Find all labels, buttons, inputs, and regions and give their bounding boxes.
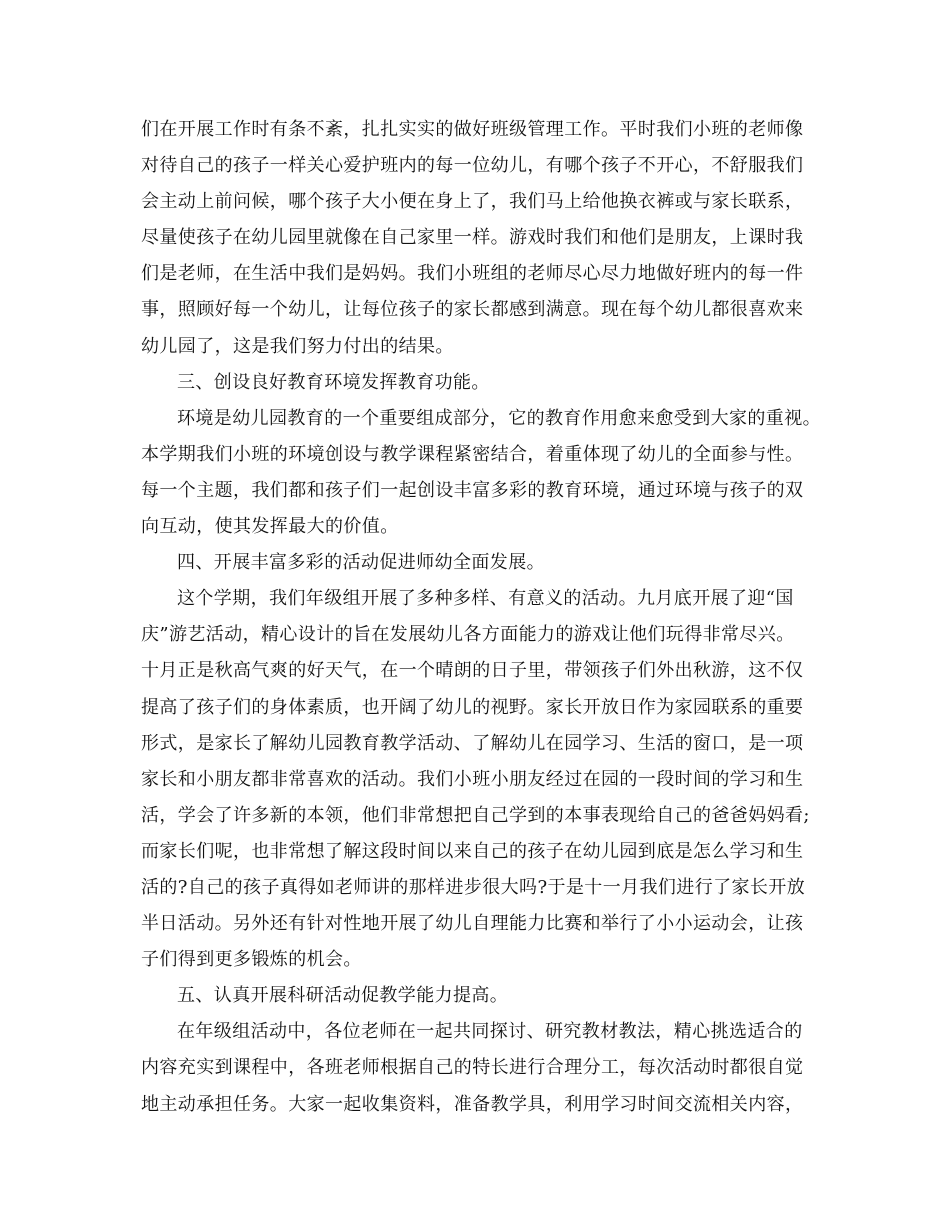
text-line: 们在开展工作时有条不紊，扎扎实实的做好班级管理工作。平时我们小班的老师像 [141, 119, 804, 140]
text-line: 在年级组活动中，各位老师在一起共同探讨、研究教材教法，精心挑选适合的 [177, 1021, 803, 1043]
text-line: 们是老师，在生活中我们是妈妈。我们小班组的老师尽心尽力地做好班内的每一件 [141, 263, 804, 285]
document-body [141, 112, 821, 1123]
text-line: 活，学会了许多新的本领，他们非常想把自己学到的本事表现给自己的爸爸妈妈看; [141, 804, 810, 826]
text-line: 环境是幼儿园教育的一个重要组成部分，它的教育作用愈来愈受到大家的重视。 [177, 407, 821, 429]
text-line: 四、开展丰富多彩的活动促进师幼全面发展。 [177, 552, 545, 574]
text-line: 地主动承担任务。大家一起收集资料，准备教学具，利用学习时间交流相关内容， [141, 1093, 804, 1115]
text-line: 向互动，使其发挥最大的价值。 [141, 516, 399, 538]
text-line: 本学期我们小班的环境创设与教学课程紧密结合，着重体现了幼儿的全面参与性。 [141, 443, 804, 465]
text-line: 会主动上前问候，哪个孩子大小便在身上了，我们马上给他换衣裤或与家长联系， [141, 191, 804, 213]
text-line: 庆”游艺活动，精心设计的旨在发展幼儿各方面能力的游戏让他们玩得非常尽兴。 [141, 624, 795, 646]
text-line: 五、认真开展科研活动促教学能力提高。 [177, 985, 509, 1007]
text-line: 家长和小朋友都非常喜欢的活动。我们小班小朋友经过在园的一段时间的学习和生 [141, 768, 804, 790]
text-line: 三、创设良好教育环境发挥教育功能。 [177, 371, 490, 393]
text-line: 这个学期，我们年级组开展了多种多样、有意义的活动。九月底开展了迎“国 [177, 588, 794, 610]
text-line: 对待自己的孩子一样关心爱护班内的每一位幼儿，有哪个孩子不开心，不舒服我们 [141, 155, 804, 177]
text-line: 尽量使孩子在幼儿园里就像在自己家里一样。游戏时我们和他们是朋友，上课时我 [141, 227, 804, 249]
text-line: 子们得到更多锻炼的机会。 [141, 949, 362, 971]
text-line: 事，照顾好每一个幼儿，让每位孩子的家长都感到满意。现在每个幼儿都很喜欢来 [141, 299, 804, 321]
text-line: 十月正是秋高气爽的好天气，在一个晴朗的日子里，带领孩子们外出秋游，这不仅 [141, 660, 804, 682]
text-line: 而家长们呢，也非常想了解这段时间以来自己的孩子在幼儿园到底是怎么学习和生 [141, 840, 804, 862]
text-line: 每一个主题，我们都和孩子们一起创设丰富多彩的教育环境，通过环境与孩子的双 [141, 479, 804, 501]
text-line: 提高了孩子们的身体素质，也开阔了幼儿的视野。家长开放日作为家园联系的重要 [141, 696, 804, 718]
text-line: 形式，是家长了解幼儿园教育教学活动、了解幼儿在园学习、生活的窗口，是一项 [141, 732, 804, 754]
text-line: 内容充实到课程中，各班老师根据自己的特长进行合理分工，每次活动时都很自觉 [141, 1057, 804, 1079]
text-line: 半日活动。另外还有针对性地开展了幼儿自理能力比赛和举行了小小运动会，让孩 [141, 913, 804, 935]
text-line: 活的?自己的孩子真得如老师讲的那样进步很大吗?于是十一月我们进行了家长开放 [141, 876, 806, 898]
text-line: 幼儿园了，这是我们努力付出的结果。 [141, 335, 454, 357]
